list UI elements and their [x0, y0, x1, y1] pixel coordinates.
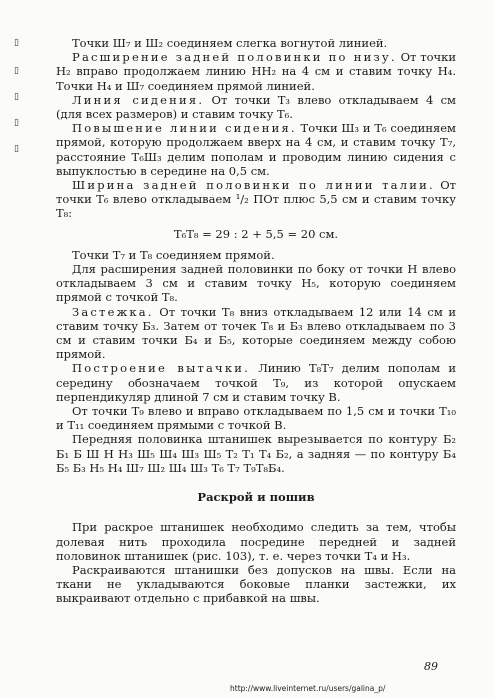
paragraph: Расширение задней половинки по низу. От точки Н₂ вправо продолжаем линию НН₂ на 4 см и ставим точку Н₄. Точки Н₄ и Ш₇ соединяем прямой линией. [56, 50, 456, 93]
paragraph: Передняя половинка штанишек вырезывается по контуру Б₂ Б₁ Б Ш Н Н₃ Ш₅ Ш₄ Ш₃ Ш₅ Т₂ Т₁ Т₄ Б₂, а задняя — по контуру Б₄ Б₅ Б₃ Н₅ Н₄ Ш₇ Ш₂ Ш₄ Ш₃ Т₆ Т₇ Т₉Т₈Б₄. [56, 432, 456, 475]
paragraph: Линия сидения. От точки Т₃ влево откладываем 4 см (для всех размеров) и ставим точку Т₆. [56, 92, 456, 122]
paragraph: При раскрое штанишек необходимо следить за тем, чтобы долевая нить проходила посредине передней и задней половинок штанишек (рис. 103), т. е. через точки Т₄ и Н₃. [56, 520, 456, 563]
section-heading: Раскрой и пошив [197, 490, 315, 505]
paragraph: Точки Т₇ и Т₈ соединяем прямой. [72, 247, 275, 262]
paragraph: Застежка. От точки Т₈ вниз откладываем 12 или 14 см и ставим точку Б₃. Затем от точек Т₈ и Б₃ влево откладываем по 3 см и ставим точки Б₄ и Б₅, которые соединяем между собою прямой. [56, 304, 456, 362]
margin-mark: ▯ [14, 118, 19, 128]
margin-mark: ▯ [14, 144, 19, 154]
paragraph: От точки Т₉ влево и вправо откладываем по 1,5 см и точки Т₁₀ и Т₁₁ соединяем прямыми с точкой В. [56, 404, 456, 433]
margin-mark: ▯ [14, 38, 19, 48]
paragraph: Ширина задней половинки по линии талии. От точки Т₆ влево откладываем ¹/₂ ПОт плюс 5,5 см и ставим точку Т₈: [56, 178, 456, 221]
paragraph: Точки Ш₇ и Ш₂ соединяем слегка вогнутой линией. [72, 36, 388, 50]
paragraph: Раскраиваются штанишки без допусков на швы. Если на ткани не укладываются боковые планки застежки, их выкраивают отдельно с прибавкой на швы. [56, 562, 456, 606]
paragraph: Для расширения задней половинки по боку от точки Н влево откладываем 3 см и ставим точку Н₅, которую соединяем прямой с точкой Т₈. [56, 262, 456, 305]
margin-mark: ▯ [14, 92, 19, 102]
footer-url[interactable]: http://www.liveinternet.ru/users/galina_p/ [230, 684, 386, 693]
margin-mark: ▯ [14, 66, 19, 76]
formula: Т₆Т₈ = 29 : 2 + 5,5 = 20 см. [173, 226, 339, 241]
body-text [56, 36, 456, 606]
paragraph: Построение вытачки. Линию Т₈Т₇ делим пополам и середину обозначаем точкой Т₉, из которой опускаем перпендикуляр длиной 7 см и ставим точку В. [56, 361, 456, 404]
paragraph: Повышение линии сидения. Точки Ш₃ и Т₆ соединяем прямой, которую продолжаем вверх на 4 см, и ставим точку Т₇, расстояние Т₆Ш₃ делим пополам и проводим линию сидения с выпуклостью в середине на 0,5 см. [56, 121, 456, 178]
page-number: 89 [424, 660, 438, 673]
